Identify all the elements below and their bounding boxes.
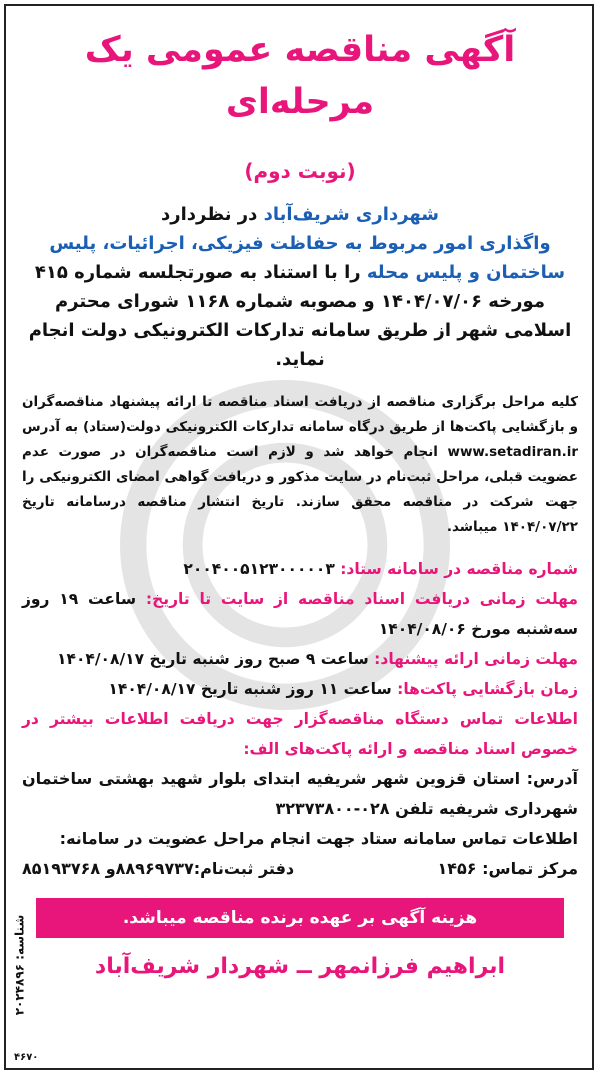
setad-phones (22, 854, 578, 884)
tender-subject: واگذاری امور مربوط به حفاظت فیزیکی، اجرائیات، پلیس ساختمان و پلیس محله (49, 233, 566, 283)
intro-line-2 (22, 229, 578, 374)
signature: ابراهیم فرزانمهر ــ شهردار شریف‌آباد (94, 954, 506, 979)
notice-title: آگهی مناقصه عمومی یک مرحله‌ای (84, 30, 516, 122)
website-link[interactable]: www.setadiran.ir (447, 444, 578, 460)
docs-deadline-label: مهلت زمانی دریافت اسناد مناقصه از سایت تا تاریخ: (136, 590, 578, 608)
offer-deadline-label: مهلت زمانی ارائه پیشنهاد: (368, 650, 578, 668)
side-id (10, 905, 30, 1025)
procedure-part-1: کلیه مراحل برگزاری مناقصه از دریافت اسناد مناقصه تا ارائه پیشنهاد مناقصه‌گران و بازگشایی پاکت‌ها از طریق درگاه سامانه تدارکات الکترونیکی دولت(ستاد) به آدرس (22, 394, 578, 435)
side-id-text: شناسه: ۲۰۲۴۸۹۶ (12, 914, 27, 1016)
call-center: مرکز تماس: ۱۴۵۶ (437, 859, 578, 878)
notice-code: ۴۶۷۰ (14, 1052, 39, 1063)
fee-banner: هزینه آگهی بر عهده برنده مناقصه میباشد. (36, 898, 564, 938)
procedure-paragraph (22, 390, 578, 540)
registration-office: دفتر ثبت‌نام:۸۸۹۶۹۷۳۷و ۸۵۱۹۳۷۶۸ (22, 859, 295, 878)
docs-deadline: ساعت ۱۹ روز سه‌شنبه مورخ ۱۴۰۴/۰۸/۰۶ (22, 590, 578, 638)
tender-number: ۲۰۰۴۰۰۵۱۲۳۰۰۰۰۰۳ (183, 560, 335, 578)
contact-heading: اطلاعات تماس دستگاه مناقصه‌گزار جهت دریافت اطلاعات بیشتر در خصوص اسناد مناقصه و ارائه پاکت‌های الف: (22, 710, 578, 758)
offer-deadline: ساعت ۹ صبح روز شنبه تاریخ ۱۴۰۴/۰۸/۱۷ (57, 650, 369, 668)
offer-deadline-row (22, 644, 578, 674)
intro-intends: در نظردارد (161, 204, 264, 225)
intro-line-1 (22, 200, 578, 229)
opening-time: ساعت ۱۱ روز شنبه تاریخ ۱۴۰۴/۰۸/۱۷ (108, 680, 392, 698)
procedure-part-2: انجام خواهد شد و لازم است مناقصه‌گران در صورت عدم عضویت قبلی، مراحل ثبت‌نام در سایت مذکور و دریافت گواهی امضای الکترونیکی را جهت شرکت در مناقصه محقق سازند. تاریخ انتشار مناقصه درسامانه تاریخ ۱۴۰۴/۰۷/۲۲ میباشد. (22, 444, 578, 535)
tender-number-row (22, 554, 578, 584)
tender-details (22, 554, 578, 704)
opening-time-row (22, 674, 578, 704)
contact-address: آدرس: استان قزوین شهر شریفیه ابتدای بلوار شهید بهشتی ساختمان شهرداری شریفیه تلفن ۰۲۸-۳۲۳۷۳۸۰۰ (22, 769, 578, 818)
docs-deadline-row (22, 584, 578, 644)
notice-round: (نوبت دوم) (244, 159, 356, 183)
org-name: شهرداری شریف‌آباد (263, 204, 439, 225)
setad-heading: اطلاعات تماس سامانه ستاد جهت انجام مراحل عضویت در سامانه: (59, 829, 578, 848)
intro-rest: را با استناد به صورتجلسه شماره ۴۱۵ مورخه ۱۴۰۴/۰۷/۰۶ و مصوبه شماره ۱۱۶۸ شورای محترم اسلامی شهر از طریق سامانه تدارکات الکترونیکی دولت انجام نماید. (28, 262, 572, 370)
opening-time-label: زمان بازگشایی پاکت‌ها: (391, 680, 578, 698)
tender-number-label: شماره مناقصه در سامانه ستاد: (334, 560, 578, 578)
